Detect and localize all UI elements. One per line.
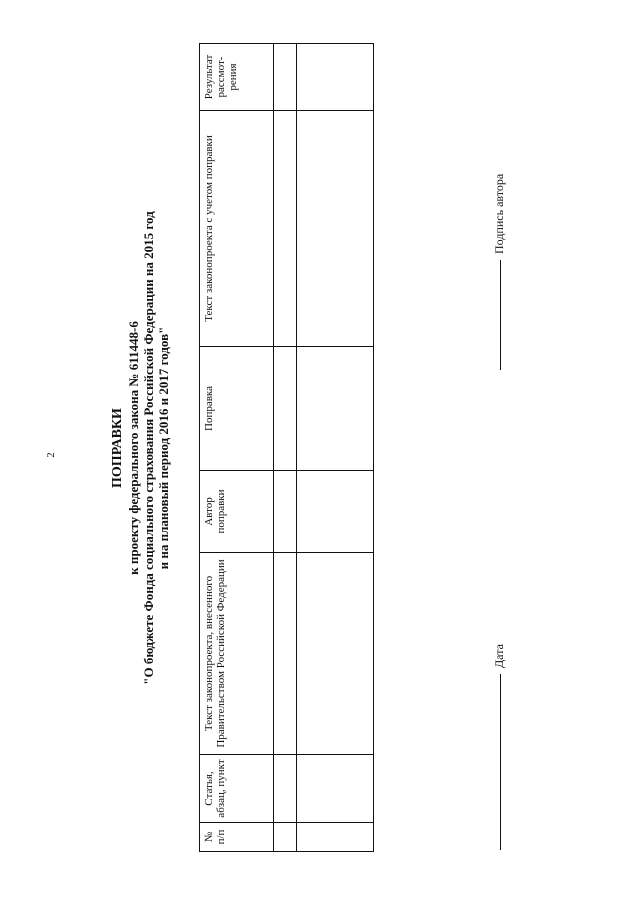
table-cell	[274, 553, 297, 755]
table-row	[297, 44, 374, 852]
table-cell	[297, 823, 374, 852]
document-title: ПОПРАВКИ	[110, 408, 125, 488]
table-cell	[274, 44, 297, 111]
column-header-author: Автор поправки	[200, 471, 274, 553]
bill-reference: к проекту федерального закона № 611448-6	[126, 321, 141, 575]
table-cell	[297, 111, 374, 347]
column-header-article: Статья, абзац, пункт	[200, 755, 274, 823]
table-cell	[297, 471, 374, 553]
column-header-amendment: Поправка	[200, 347, 274, 471]
table-cell	[274, 755, 297, 823]
date-label: Дата	[492, 644, 506, 668]
date-signature-line	[500, 674, 501, 850]
amendments-sheet	[110, 38, 530, 858]
table-cell	[274, 823, 297, 852]
table-header-row	[200, 44, 274, 852]
author-signature-line	[500, 260, 501, 370]
bill-name-line-2: и на плановый период 2016 и 2017 годов"	[156, 326, 171, 570]
table-cell	[297, 347, 374, 471]
table-cell	[274, 347, 297, 471]
table-cell	[274, 471, 297, 553]
table-cell	[297, 44, 374, 111]
page-number: 2	[46, 452, 57, 458]
table-row	[274, 44, 297, 852]
column-header-result: Результат рассмот-рения	[200, 44, 274, 111]
table-cell	[274, 111, 297, 347]
column-header-amended-text: Текст законопроекта с учетом поправки	[200, 111, 274, 347]
table-cell	[297, 755, 374, 823]
document-heading	[110, 38, 171, 858]
table-cell	[297, 553, 374, 755]
author-signature-label: Подпись автора	[492, 173, 506, 254]
bill-name-line-1: "О бюджете Фонда социального страхования Российской Федерации на 2015 год	[141, 211, 156, 685]
column-header-government-text: Текст законопроекта, внесенного Правительством Российской Федерации	[200, 553, 274, 755]
amendments-table	[199, 43, 374, 852]
column-header-number: № п/п	[200, 823, 274, 852]
